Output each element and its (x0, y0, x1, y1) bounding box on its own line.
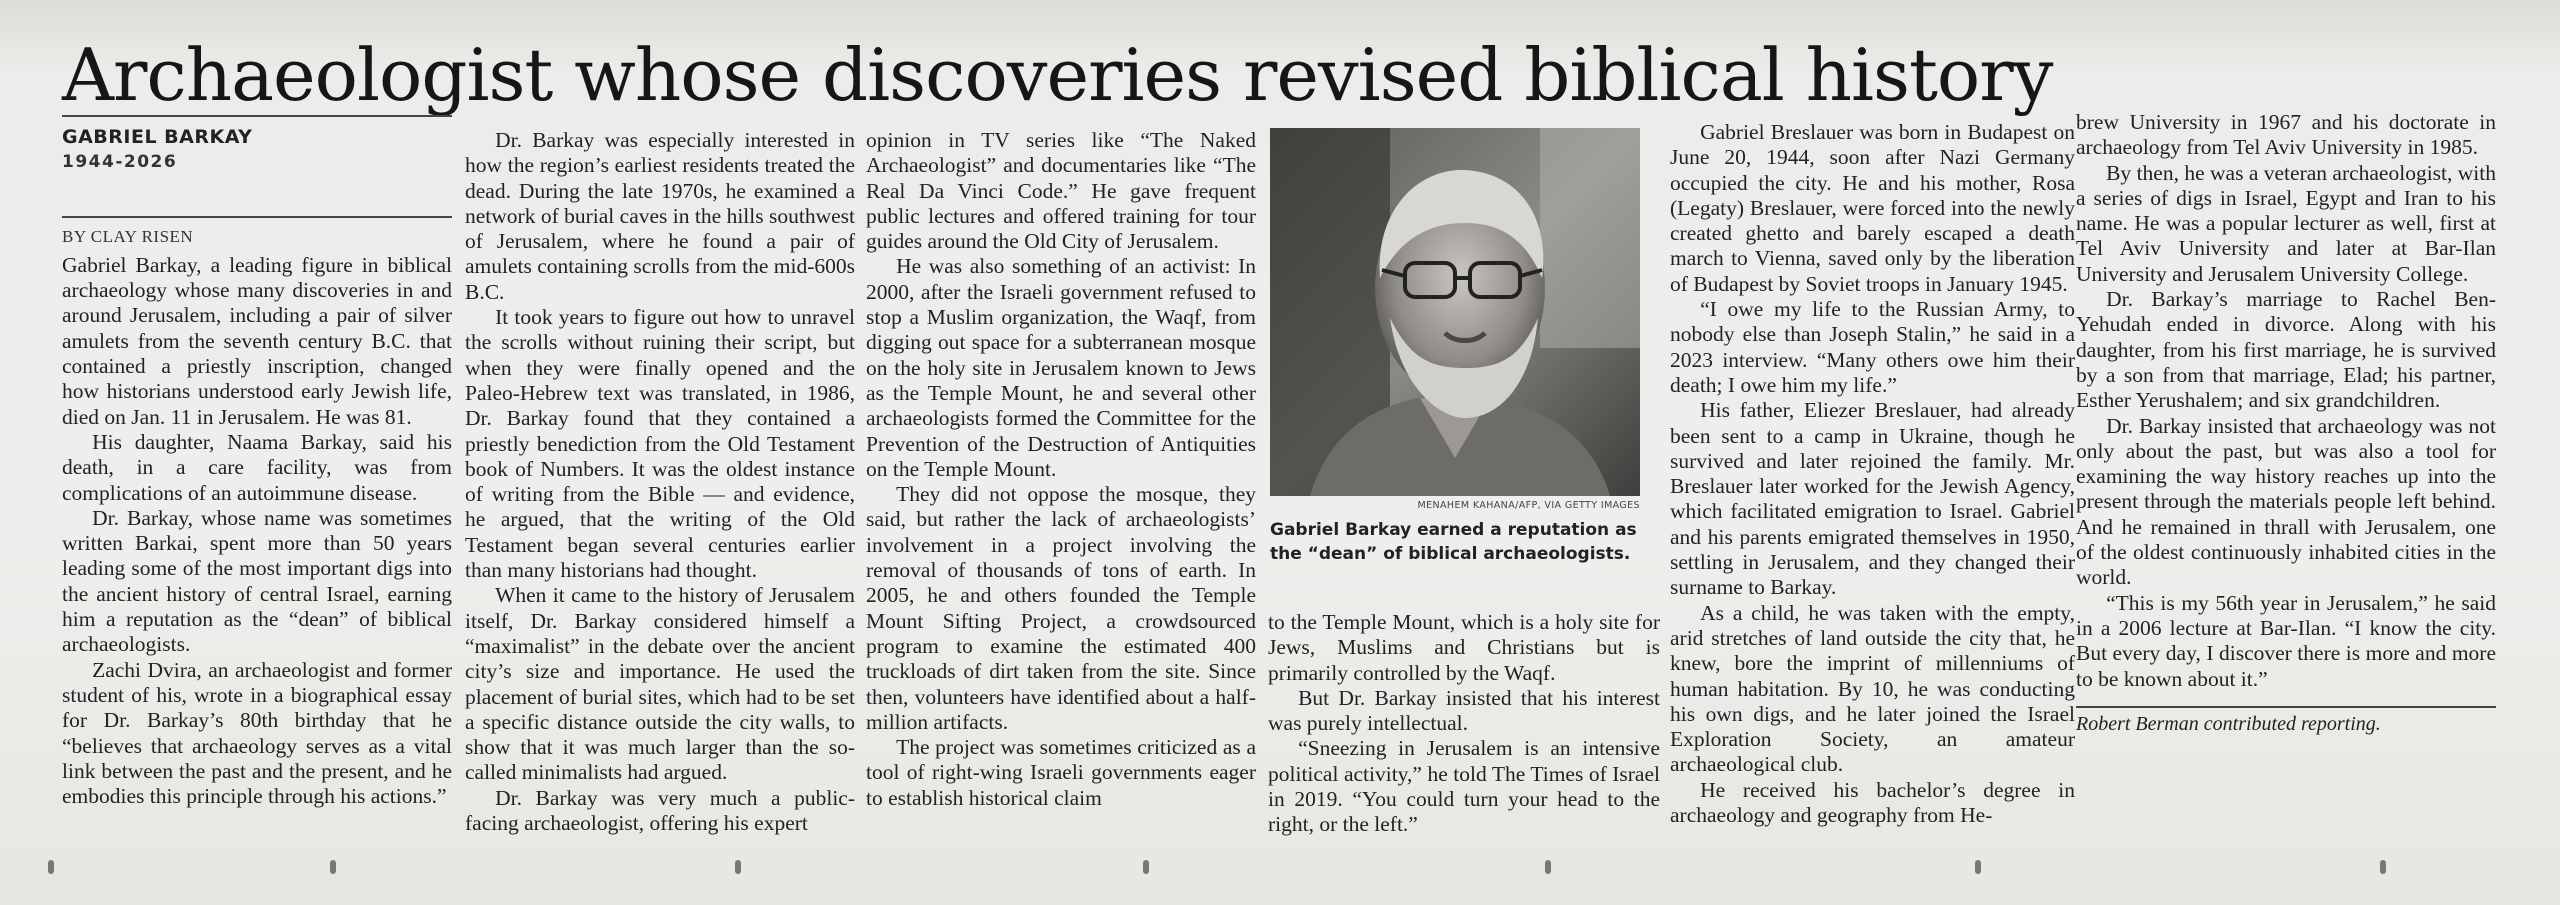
paragraph: Gabriel Breslauer was born in Budapest on June 20, 1944, soon after Nazi Germany occupied the city. He and his mother, Rosa (Legaty) Breslauer, were forced into the newly created ghetto and barely escaped a death march to Vienna, saved only by the liberation of Budapest by Soviet troops in January 1945. (1670, 120, 2075, 296)
paragraph: Dr. Barkay was especially interested in how the region’s earliest residents treated the dead. During the late 1970s, he examined a network of burial caves in the hills southwest of Jerusalem, where he found a pair of amulets containing scrolls from the mid-600s B.C. (465, 128, 855, 304)
portrait-photo (1270, 128, 1640, 496)
photo-credit: MENAHEM KAHANA/AFP, VIA GETTY IMAGES (1417, 500, 1640, 511)
binder-mark (1545, 860, 1551, 874)
binder-mark (1975, 860, 1981, 874)
contributor-note: Robert Berman contributed reporting. (2076, 706, 2496, 737)
obit-years: 1944-2026 (62, 152, 178, 173)
paragraph: Gabriel Barkay, a leading figure in biblical archaeology whose many discoveries in and around Jerusalem, including a pair of silver amulets from the seventh century B.C. that contained a priestly inscription, changed how historians understood early Jewish life, died on Jan. 11 in Jerusalem. He was 81. (62, 252, 452, 429)
portrait-image (1270, 128, 1640, 496)
paragraph: brew University in 1967 and his doctorate in archaeology from Tel Aviv University in 1985. (2076, 110, 2496, 160)
photo-caption: Gabriel Barkay earned a reputation as the “dean” of biblical archaeologists. (1270, 520, 1637, 564)
divider (62, 115, 452, 117)
binder-mark (48, 860, 54, 874)
column-3b (1268, 610, 1660, 838)
divider (62, 216, 452, 218)
paragraph: When it came to the history of Jerusalem itself, Dr. Barkay considered himself a “maximalist” in the debate over the ancient city’s size and importance. He used the placement of burial sites, which had to be set a specific distance outside the city walls, to show that it was much larger than the so-called minimalists had argued. (465, 583, 855, 785)
paragraph: Dr. Barkay, whose name was sometimes written Barkai, spent more than 50 years leading some of the most important digs into the ancient history of central Israel, earning him a reputation as the “dean” of biblical archaeologists. (62, 505, 452, 657)
paragraph: Dr. Barkay was very much a public-facing archaeologist, offering his expert (465, 785, 855, 836)
binder-mark (735, 860, 741, 874)
paragraph: “I owe my life to the Russian Army, to nobody else than Joseph Stalin,” he said in a 2023 interview. “Many others owe him their death; I owe him my life.” (1670, 297, 2075, 397)
binder-mark (1143, 860, 1149, 874)
obit-name: GABRIEL BARKAY (62, 126, 253, 148)
column-1 (62, 115, 452, 809)
headline: Archaeologist whose discoveries revised biblical history (62, 33, 2053, 117)
column-3 (866, 128, 1256, 811)
paragraph: to the Temple Mount, which is a holy site for Jews, Muslims and Christians but is primarily controlled by the Waqf. (1268, 610, 1660, 685)
paragraph: Dr. Barkay’s marriage to Rachel Ben-Yehudah ended in divorce. Along with his daughter, from his first marriage, he is survived by a son from that marriage, Elad; his partner, Esther Yerushalem; and six grandchildren. (2076, 287, 2496, 413)
paragraph: “This is my 56th year in Jerusalem,” he said in a 2006 lecture at Bar-Ilan. “I know the city. But every day, I discover there is more and more to be known about it.” (2076, 590, 2496, 691)
paragraph: opinion in TV series like “The Naked Archaeologist” and documentaries like “The Real Da Vinci Code.” He gave frequent public lectures and offered training for tour guides around the Old City of Jerusalem. (866, 128, 1256, 254)
paragraph: They did not oppose the mosque, they said, but rather the lack of archaeologists’ involvement in a project involving the removal of thousands of tons of earth. In 2005, he and others founded the Temple Mount Sifting Project, a crowdsourced program to examine the estimated 400 truckloads of dirt taken from the site. Since then, volunteers have identified about a half-million artifacts. (866, 482, 1256, 734)
paragraph: As a child, he was taken with the empty, arid stretches of land outside the city that, he knew, bore the imprint of millenniums of human habitation. By 10, he was conducting his own digs, and he later joined the Israel Exploration Society, an amateur archaeological club. (1670, 600, 2075, 777)
byline: BY CLAY RISEN (62, 226, 194, 246)
binder-mark (2380, 860, 2386, 874)
paragraph: Zachi Dvira, an archaeologist and former student of his, wrote in a biographical essay for Dr. Barkay’s 80th birthday that he “believes that archaeology serves as a vital link between the past and the present, and he embodies this principle through his actions.” (62, 657, 452, 809)
column-2 (465, 128, 855, 836)
paragraph: His father, Eliezer Breslauer, had already been sent to a camp in Ukraine, though he survived and later rejoined the family. Mr. Breslauer later worked for the Jewish Agency, which facilitated emigration to Israel. Gabriel and his parents emigrated themselves in 1950, settling in Jerusalem, and they changed their surname to Barkay. (1670, 398, 2075, 600)
paragraph: He received his bachelor’s degree in archaeology and geography from He- (1670, 777, 2075, 828)
paragraph: By then, he was a veteran archaeologist, with a series of digs in Israel, Egypt and Iran to his name. He was a popular lecturer as well, first at Tel Aviv University and later at Bar-Ilan University and Jerusalem University College. (2076, 160, 2496, 286)
paragraph: But Dr. Barkay insisted that his interest was purely intellectual. (1268, 685, 1660, 736)
binder-mark (330, 860, 336, 874)
paragraph: He was also something of an activist: In 2000, after the Israeli government refused to stop a Muslim organization, the Waqf, from digging out space for a subterranean mosque on the holy site in Jerusalem known to Jews as the Temple Mount, he and several other archaeologists formed the Committee for the Prevention of the Destruction of Antiquities on the Temple Mount. (866, 254, 1256, 481)
column-4 (1670, 120, 2075, 828)
paragraph: It took years to figure out how to unravel the scrolls without ruining their script, but when they were finally opened and the Paleo-Hebrew text was translated, in 1986, Dr. Barkay found that they contained a priestly benediction from the Old Testament book of Numbers. It was the oldest instance of writing from the Bible — and evidence, he argued, that the writing of the Old Testament began several centuries earlier than many historians had thought. (465, 305, 855, 583)
paragraph: His daughter, Naama Barkay, said his death, in a care facility, was from complications of an autoimmune disease. (62, 429, 452, 505)
paragraph: Dr. Barkay insisted that archaeology was not only about the past, but was also a tool for examining the way history reaches up into the present through the materials people left behind. And he remained in thrall with Jerusalem, one of the oldest continuously inhabited cities in the world. (2076, 413, 2496, 590)
paragraph: “Sneezing in Jerusalem is an intensive political activity,” he told The Times of Israel in 2019. “You could turn your head to the right, or the left.” (1268, 736, 1660, 837)
column-5 (2076, 110, 2496, 737)
paragraph: The project was sometimes criticized as a tool of right-wing Israeli governments eager to establish historical claim (866, 735, 1256, 810)
